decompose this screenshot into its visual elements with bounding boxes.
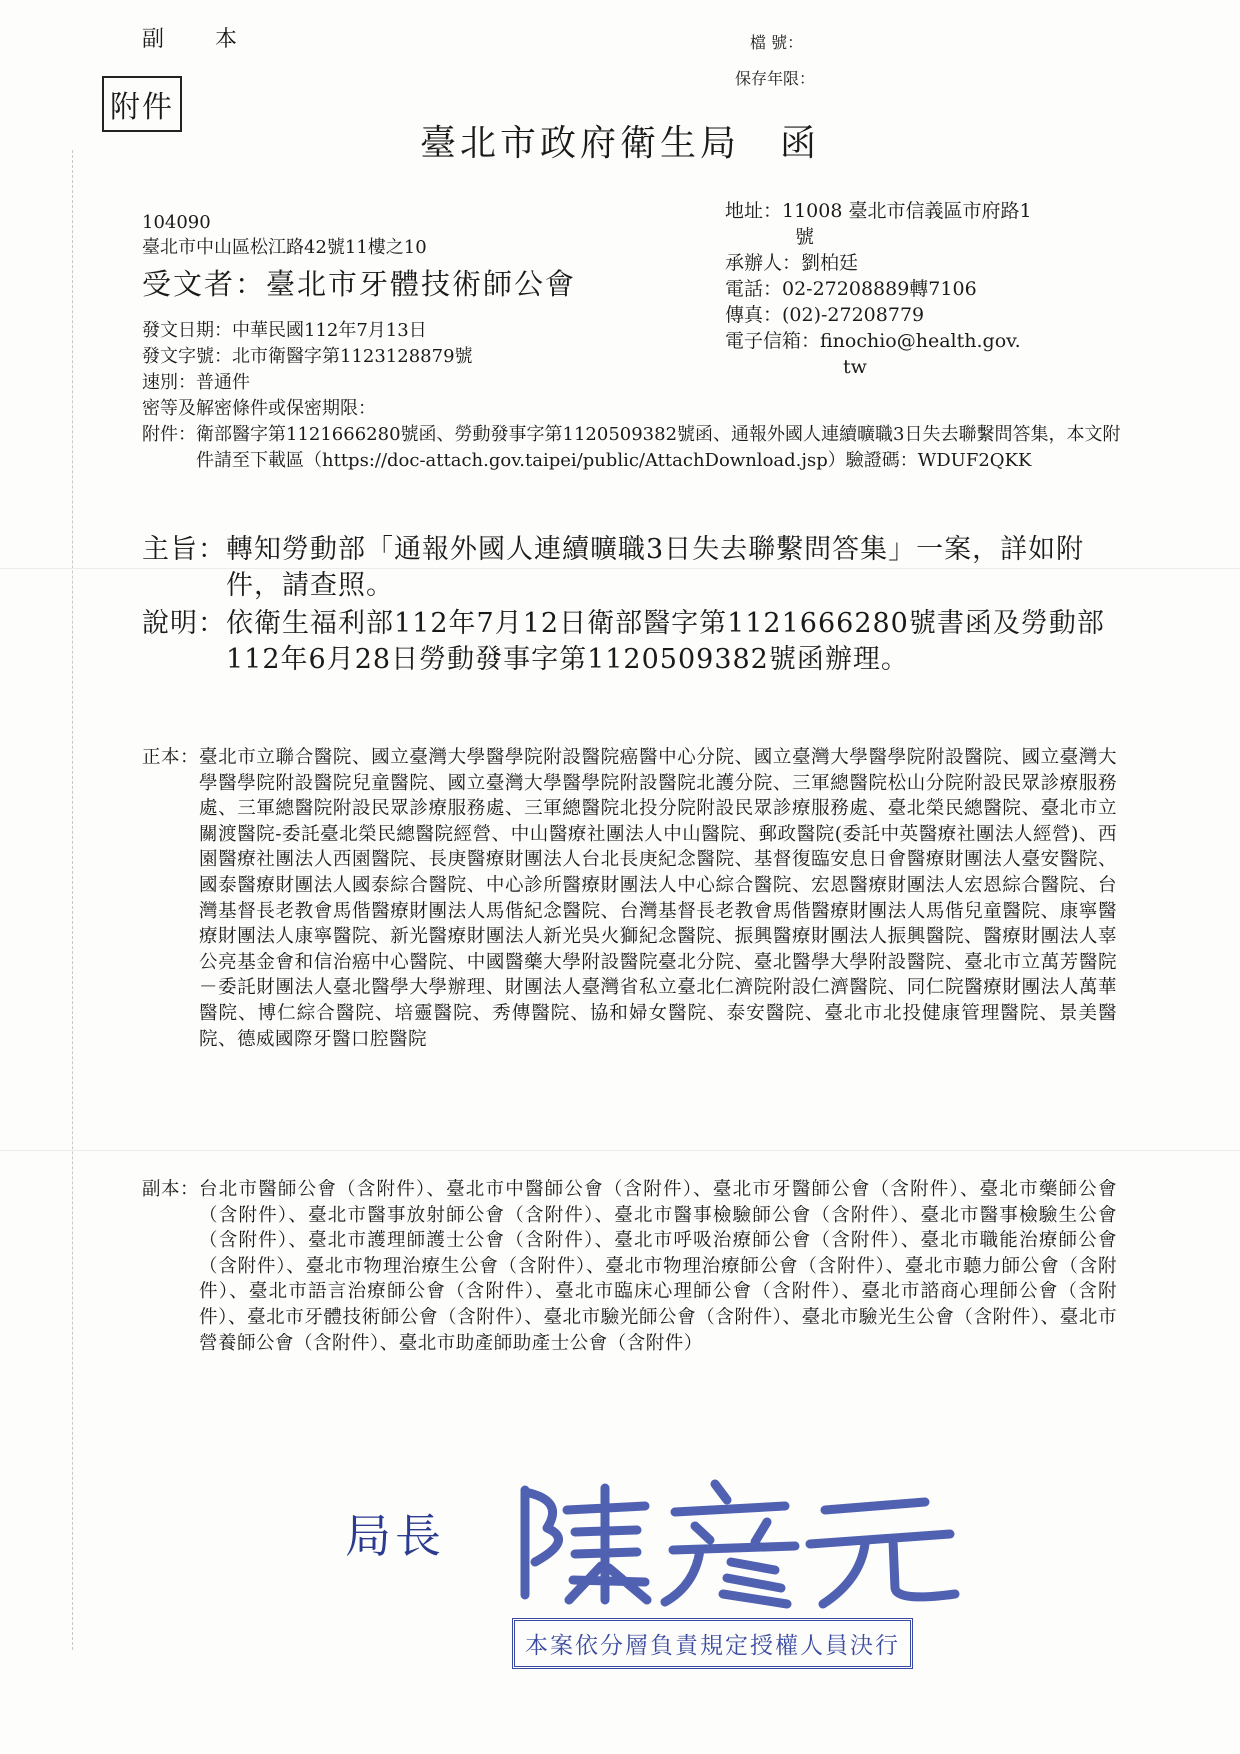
- speed: 速別：普通件: [142, 372, 250, 393]
- secrecy: 密等及解密條件或保密期限：: [142, 398, 376, 419]
- explanation-label: 說明：: [142, 608, 226, 639]
- fold-line: [0, 1150, 1240, 1151]
- subject-label: 主旨：: [142, 534, 226, 565]
- file-number-label: 檔 號：: [750, 33, 804, 52]
- issue-number: 發文字號：北市衛醫字第1123128879號: [142, 346, 473, 367]
- main-recipients-text: 臺北市立聯合醫院、國立臺灣大學醫學院附設醫院癌醫中心分院、國立臺灣大學醫學院附設醫院、國立臺灣大學醫學院附設醫院兒童醫院、國立臺灣大學醫學院附設醫院北護分院、三軍總醫院松山分院附設民眾診療服務處、三軍總醫院附設民眾診療服務處、三軍總醫院北投分院附設民眾診療服務處、臺北榮民總醫院、臺北市立關渡醫院-委託臺北榮民總醫院經營、中山醫療社團法人中山醫院、郵政醫院(委託中英醫療社團法人經營)、西園醫療社團法人西園醫院、長庚醫療財團法人台北長庚紀念醫院、基督復臨安息日會醫療財團法人臺安醫院、國泰醫療財團法人國泰綜合醫院、中心診所醫療財團法人中心綜合醫院、宏恩醫療財團法人宏恩綜合醫院、台灣基督長老教會馬偕醫療財團法人馬偕紀念醫院、台灣基督長老教會馬偕醫療財團法人馬偕兒童醫院、康寧醫療財團法人康寧醫院、新光醫療財團法人新光吳火獅紀念醫院、振興醫療財團法人振興醫院、醫療財團法人辜公亮基金會和信治癌中心醫院、中國醫藥大學附設醫院臺北分院、臺北醫學大學附設醫院、臺北市立萬芳醫院－委託財團法人臺北醫學大學辦理、財團法人臺灣省私立臺北仁濟院附設仁濟醫院、同仁院醫療財團法人萬華醫院、博仁綜合醫院、培靈醫院、秀傳醫院、協和婦女醫院、泰安醫院、臺北市北投健康管理醫院、景美醫院、德威國際牙醫口腔醫院: [199, 747, 1117, 1050]
- recipient-address-block: [142, 210, 427, 260]
- main-recipients: [142, 745, 1117, 1052]
- issue-date: 發文日期：中華民國112年7月13日: [142, 320, 427, 341]
- explanation-text: 依衛生福利部112年7月12日衛部醫字第1121666280號書函及勞動部112年6月28日勞動發事字第1120509382號函辦理。: [226, 608, 1105, 675]
- attachment-label: 附件：: [142, 424, 196, 445]
- document-title: 臺北市政府衛生局 函: [419, 123, 820, 164]
- carbon-copy-text: 台北市醫師公會（含附件）、臺北市中醫師公會（含附件）、臺北市牙醫師公會（含附件）、臺北市藥師公會（含附件）、臺北市醫事放射師公會（含附件）、臺北市醫事檢驗師公會（含附件）、臺北市醫事檢驗生公會（含附件）、臺北市護理師護士公會（含附件）、臺北市呼吸治療師公會（含附件）、臺北市職能治療師公會（含附件）、臺北市物理治療生公會（含附件）、臺北市物理治療師公會（含附件）、臺北市聽力師公會（含附件）、臺北市語言治療師公會（含附件）、臺北市臨床心理師公會（含附件）、臺北市諮商心理師公會（含附件）、臺北市牙體技術師公會（含附件）、臺北市驗光師公會（含附件）、臺北市驗光生公會（含附件）、臺北市營養師公會（含附件）、臺北市助產師助產士公會（含附件）: [199, 1179, 1117, 1354]
- phone: 電話：02-27208889轉7106: [725, 278, 977, 300]
- explanation: [142, 606, 1117, 678]
- email: 電子信箱：finochio@health.gov.: [725, 330, 1021, 352]
- attachment-box: 附件: [102, 76, 182, 132]
- postal-code: 104090: [142, 212, 211, 233]
- director-name: 陳彥元: [505, 1470, 508, 1471]
- authorization-stamp: 本案依分層負責規定授權人員決行: [512, 1618, 913, 1669]
- attachment-text: 衛部醫字第1121666280號函、勞動發事字第1120509382號函、通報外國人連續曠職3日失去聯繫問答集，本文附件請至下載區（https://doc-attach.gov.taipei/public/AttachDownload.jsp）驗證碼：WDUF2QKK: [196, 424, 1121, 471]
- sender-address-cont: 號: [795, 226, 815, 248]
- carbon-copy-label: 副本：: [142, 1179, 200, 1200]
- recipient: 受文者：臺北市牙體技術師公會: [142, 267, 577, 301]
- email-cont: tw: [843, 356, 867, 378]
- handler: 承辦人：劉柏廷: [725, 252, 859, 274]
- director-title: 局長: [345, 1509, 445, 1563]
- issue-meta: [142, 318, 473, 422]
- recipient-address: 臺北市中山區松江路42號11樓之10: [142, 237, 427, 258]
- copy-mark: 副 本: [142, 27, 259, 52]
- binding-line: [72, 150, 73, 1650]
- sender-address: 地址：11008 臺北市信義區市府路1: [725, 200, 1032, 222]
- fax: 傳真：(02)-27208779: [725, 304, 925, 326]
- subject-text: 轉知勞動部「通報外國人連續曠職3日失去聯繫問答集」一案，詳如附件，請查照。: [226, 534, 1085, 601]
- retention-term-label: 保存年限：: [735, 69, 816, 88]
- contact-block: [725, 198, 1125, 380]
- director-signature: [505, 1470, 965, 1610]
- carbon-copy: [142, 1177, 1117, 1356]
- main-recipients-label: 正本：: [142, 747, 200, 768]
- subject: [142, 532, 1117, 604]
- attachment-line: [142, 422, 1122, 474]
